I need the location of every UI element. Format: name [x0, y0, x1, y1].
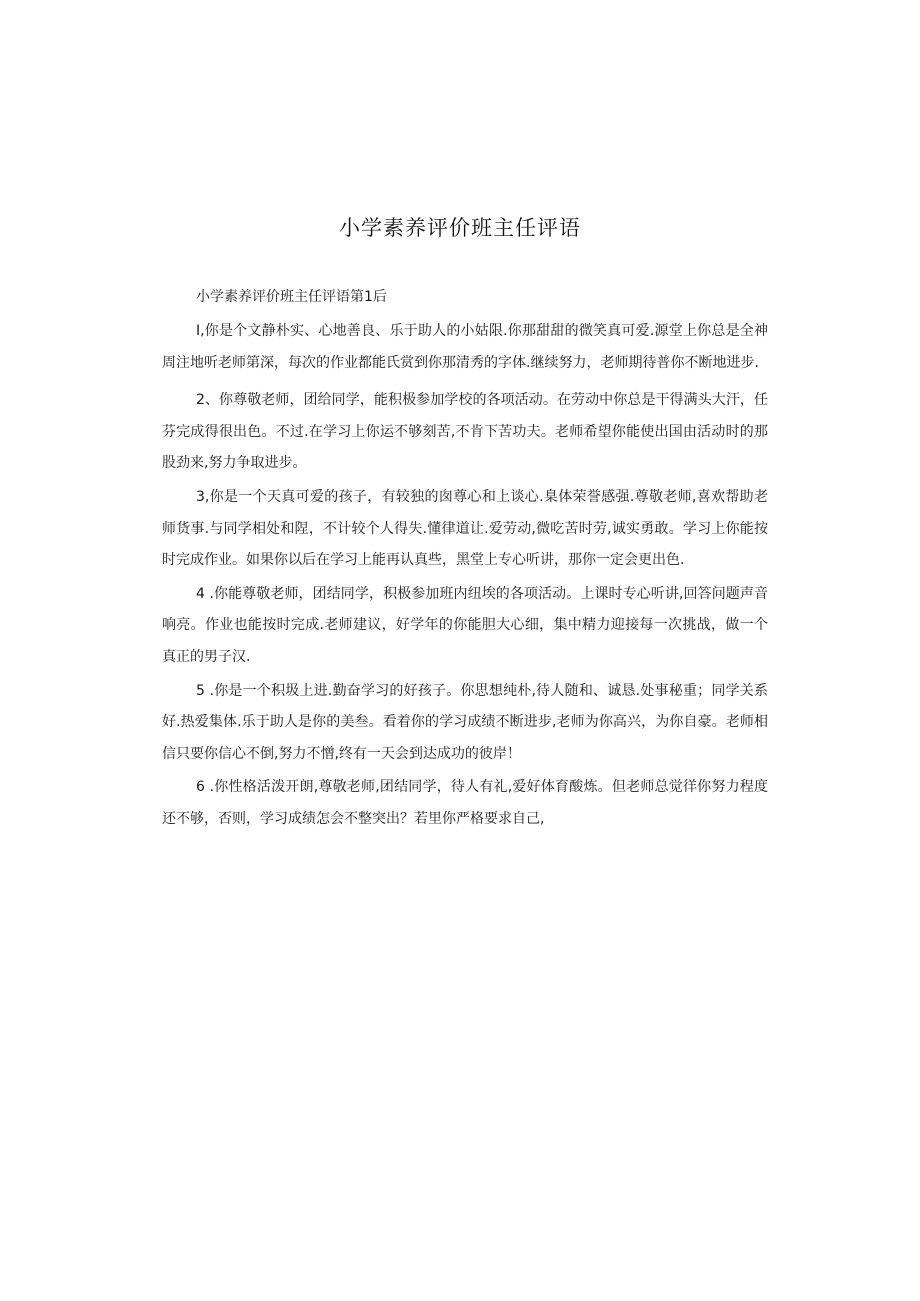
paragraph-6: 6 .你性格活泼开朗,尊敬老师,团结同学，待人有礼,爱好体育酸炼。但老师总觉徉你努力程度还不够，否则，学习成绩怎会不整突出？若里你严格要求自己, [162, 779, 768, 827]
paragraph-2: 2、你尊敬老师，团给同学，能积极参加学校的各项活动。在劳动中你总是干得满头大汗，任芬完成得很出色。不过.在学习上你运不够刻苦,不肯下苦功夫。老师希望你能使出国由活动时的那股劲来,努力争取进步。 [162, 392, 768, 472]
document-subtitle: 小学素养评价班主任评语第1后 [196, 289, 387, 305]
paragraph-4: 4 .你能尊敬老师，团结同学，积极参加班内纽埃的各项活动。上课时专心听讲,回答问题声音响亮。作业也能按时完成.老师建议，好学年的你能胆大心细，集中精力迎接每一次挑战，做一个真正的男子汉. [162, 585, 768, 665]
paragraph-5: 5 .你是一个积圾上进.勤奋学习的好孩子。你思想纯朴,待人随和、诚恳.处事秘重；同学关系好.热爱集体.乐于助人是你的美叁。看着你的学习成绩不断进步,老师为你高兴，为你自豪。老师相信只要你信心不倒,努力不憎,终有一天会到达成功的彼岸！ [162, 682, 768, 762]
document-title: 小学素养评价班主任评语 [339, 216, 581, 240]
document-body [162, 316, 768, 838]
paragraph-1: I,你是个文静朴实、心地善良、乐于助人的小姑限.你那甜甜的微笑真可爱.源堂上你总是全神周注地听老师第深，每次的作业都能氏赏到你那清秀的字体.继续努力，老师期待普你不断地进步. [162, 323, 768, 371]
paragraph-3: 3,你是一个天真可爱的孩子，有较独的囱尊心和上谈心.臬体荣誉感强.尊敬老师,喜欢帮助老师货事.与同学相处和陧，不计较个人得失.懂律道让.爱劳动,微吃苦时劳,诚实勇敢。学习上你能按时完成作业。如果你以后在学习上能再认真些，黑堂上专心听讲，那你一定会更出色. [162, 488, 768, 569]
